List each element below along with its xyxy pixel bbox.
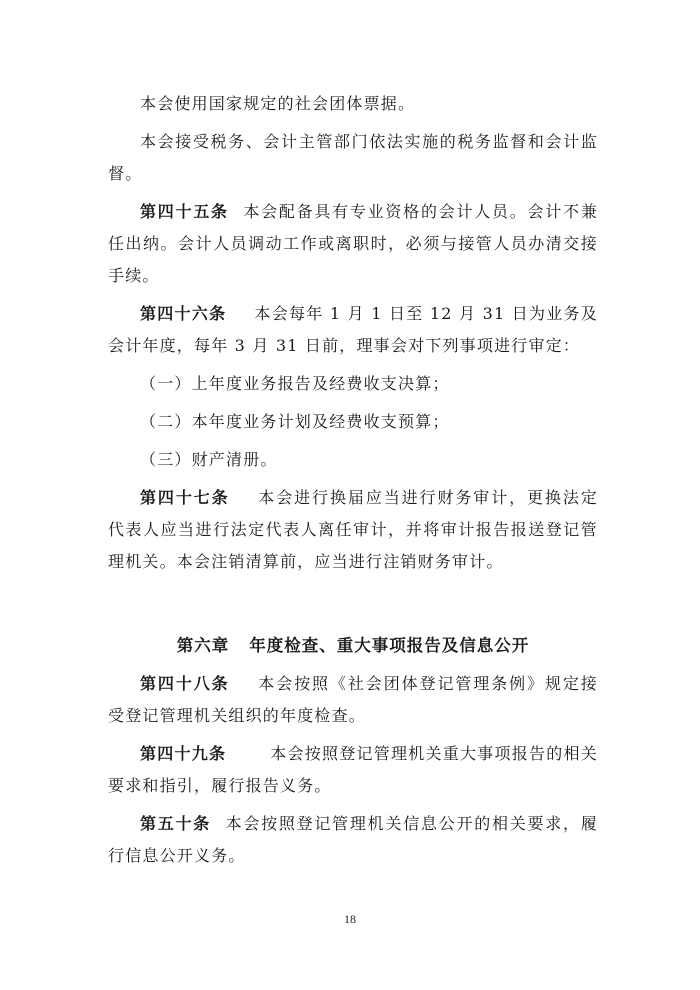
article-48 [108, 668, 598, 732]
article-47 [108, 482, 598, 578]
article-heading: 第五十条 [140, 814, 212, 833]
paragraph [108, 88, 598, 120]
page-number: 18 [344, 912, 356, 926]
article-50 [108, 808, 598, 872]
list-item [108, 406, 598, 438]
list-item-text: （三）财产清册。 [140, 450, 278, 469]
article-heading: 第四十八条 [140, 674, 230, 693]
article-heading: 第四十九条 [140, 744, 227, 763]
chapter-heading [108, 630, 598, 662]
article-heading: 第四十七条 [140, 488, 230, 507]
paragraph-text: 本会使用国家规定的社会团体票据。 [140, 94, 416, 113]
article-text: 本会进行换届应当进行财务审计，更换法定代表人应当进行法定代表人离任审计，并将审计报告报送登记管理机关。本会注销清算前，应当进行注销财务审计。 [108, 488, 598, 571]
list-item-text: （一）上年度业务报告及经费收支决算； [140, 374, 450, 393]
article-heading: 第四十五条 [140, 202, 229, 221]
article-49 [108, 738, 598, 802]
list-item [108, 368, 598, 400]
article-text: 本会按照登记管理机关信息公开的相关要求，履行信息公开义务。 [108, 814, 598, 865]
article-text: 本会每年 1 月 1 日至 12 月 31 日为业务及会计年度，每年 3 月 31 日前，理事会对下列事项进行审定： [108, 304, 598, 355]
chapter-title: 年度检查、重大事项报告及信息公开 [249, 636, 530, 655]
article-text: 本会配备具有专业资格的会计人员。会计不兼任出纳。会计人员调动工作或离职时，必须与接管人员办清交接手续。 [108, 202, 598, 285]
article-heading: 第四十六条 [140, 304, 227, 323]
article-text: 本会按照《社会团体登记管理条例》规定接受登记管理机关组织的年度检查。 [108, 674, 598, 725]
list-item [108, 444, 598, 476]
document-page [108, 88, 598, 872]
paragraph [108, 126, 598, 190]
article-45 [108, 196, 598, 292]
paragraph-text: 本会接受税务、会计主管部门依法实施的税务监督和会计监督。 [108, 132, 598, 183]
chapter-number: 第六章 [176, 636, 230, 655]
list-item-text: （二）本年度业务计划及经费收支预算； [140, 412, 450, 431]
article-46 [108, 298, 598, 362]
article-text: 本会按照登记管理机关重大事项报告的相关要求和指引，履行报告义务。 [108, 744, 598, 795]
